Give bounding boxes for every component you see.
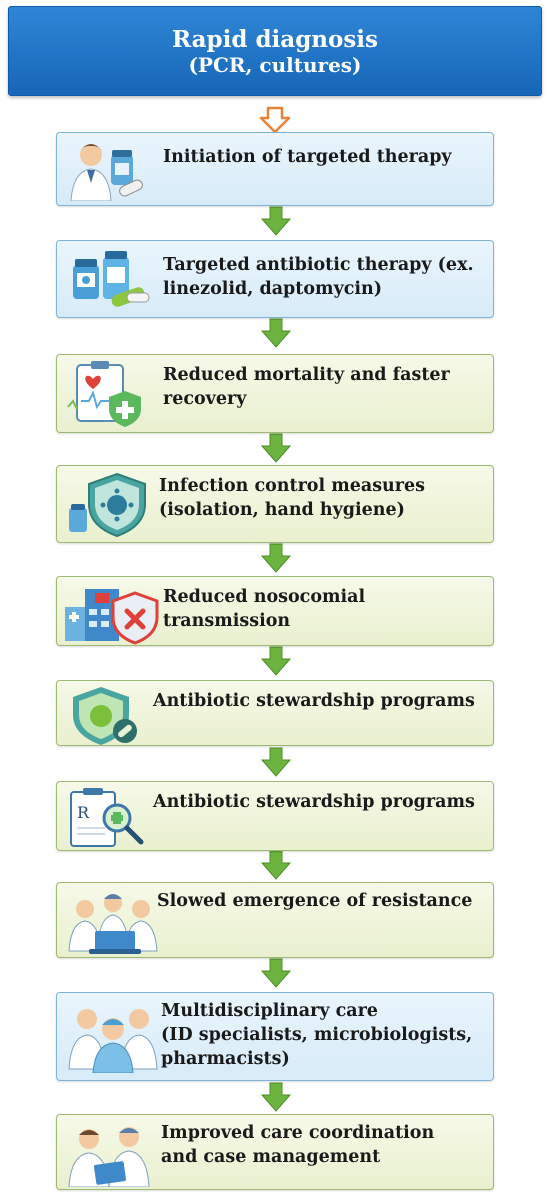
down-arrow-icon	[261, 646, 291, 676]
down-arrow-icon	[261, 318, 291, 348]
prescription-magnifier-icon	[65, 788, 157, 850]
down-arrow-icon	[261, 747, 291, 777]
pill-bottles-icon	[65, 247, 157, 313]
step-box-multidisciplinary	[56, 992, 494, 1081]
header-subtitle: (PCR, cultures)	[188, 52, 362, 77]
header-title: Rapid diagnosis	[172, 25, 378, 53]
down-arrow-icon	[261, 433, 291, 463]
doctors-tablet-icon	[65, 1121, 163, 1187]
down-arrow-icon	[259, 106, 291, 134]
step-label: Reduced nosocomial transmission	[163, 587, 366, 631]
down-arrow-icon	[261, 206, 291, 236]
step-box-reduced-mortality	[56, 354, 494, 433]
diagnosis-header-box	[8, 6, 542, 96]
step-box-nosocomial	[56, 576, 494, 646]
step-box-care-coordination	[56, 1114, 494, 1190]
doctor-medicine-icon	[65, 139, 145, 201]
step-box-antibiotic-therapy	[56, 240, 494, 318]
shield-virus-icon	[65, 472, 157, 538]
step-box-stewardship-1	[56, 680, 494, 746]
step-label: Multidisciplinary care (ID specialists, microbiologists, pharmacists)	[161, 1001, 473, 1069]
step-label: Slowed emergence of resistance	[157, 891, 473, 911]
clipboard-heart-shield-icon	[65, 361, 157, 427]
care-team-icon	[65, 999, 163, 1073]
step-label: Reduced mortality and faster recovery	[163, 365, 450, 409]
step-label: Infection control measures (isolation, hand hygiene)	[159, 476, 425, 520]
step-box-targeted-therapy	[56, 132, 494, 206]
step-box-infection-control	[56, 465, 494, 543]
step-box-resistance	[56, 882, 494, 958]
step-box-stewardship-2	[56, 781, 494, 851]
down-arrow-icon	[261, 1082, 291, 1112]
step-label: Improved care coordination and case management	[161, 1123, 435, 1167]
down-arrow-icon	[261, 543, 291, 573]
shield-bacteria-icon	[65, 687, 149, 745]
doctors-laptop-icon	[65, 889, 165, 955]
step-label: Initiation of targeted therapy	[163, 147, 452, 167]
step-label: Antibiotic stewardship programs	[153, 691, 475, 711]
step-label: Targeted antibiotic therapy (ex. linezolid, daptomycin)	[163, 255, 474, 299]
down-arrow-icon	[261, 958, 291, 988]
down-arrow-icon	[261, 850, 291, 880]
step-label: Antibiotic stewardship programs	[153, 792, 475, 812]
svg-text:R: R	[77, 803, 90, 822]
hospital-shield-x-icon	[65, 583, 161, 645]
